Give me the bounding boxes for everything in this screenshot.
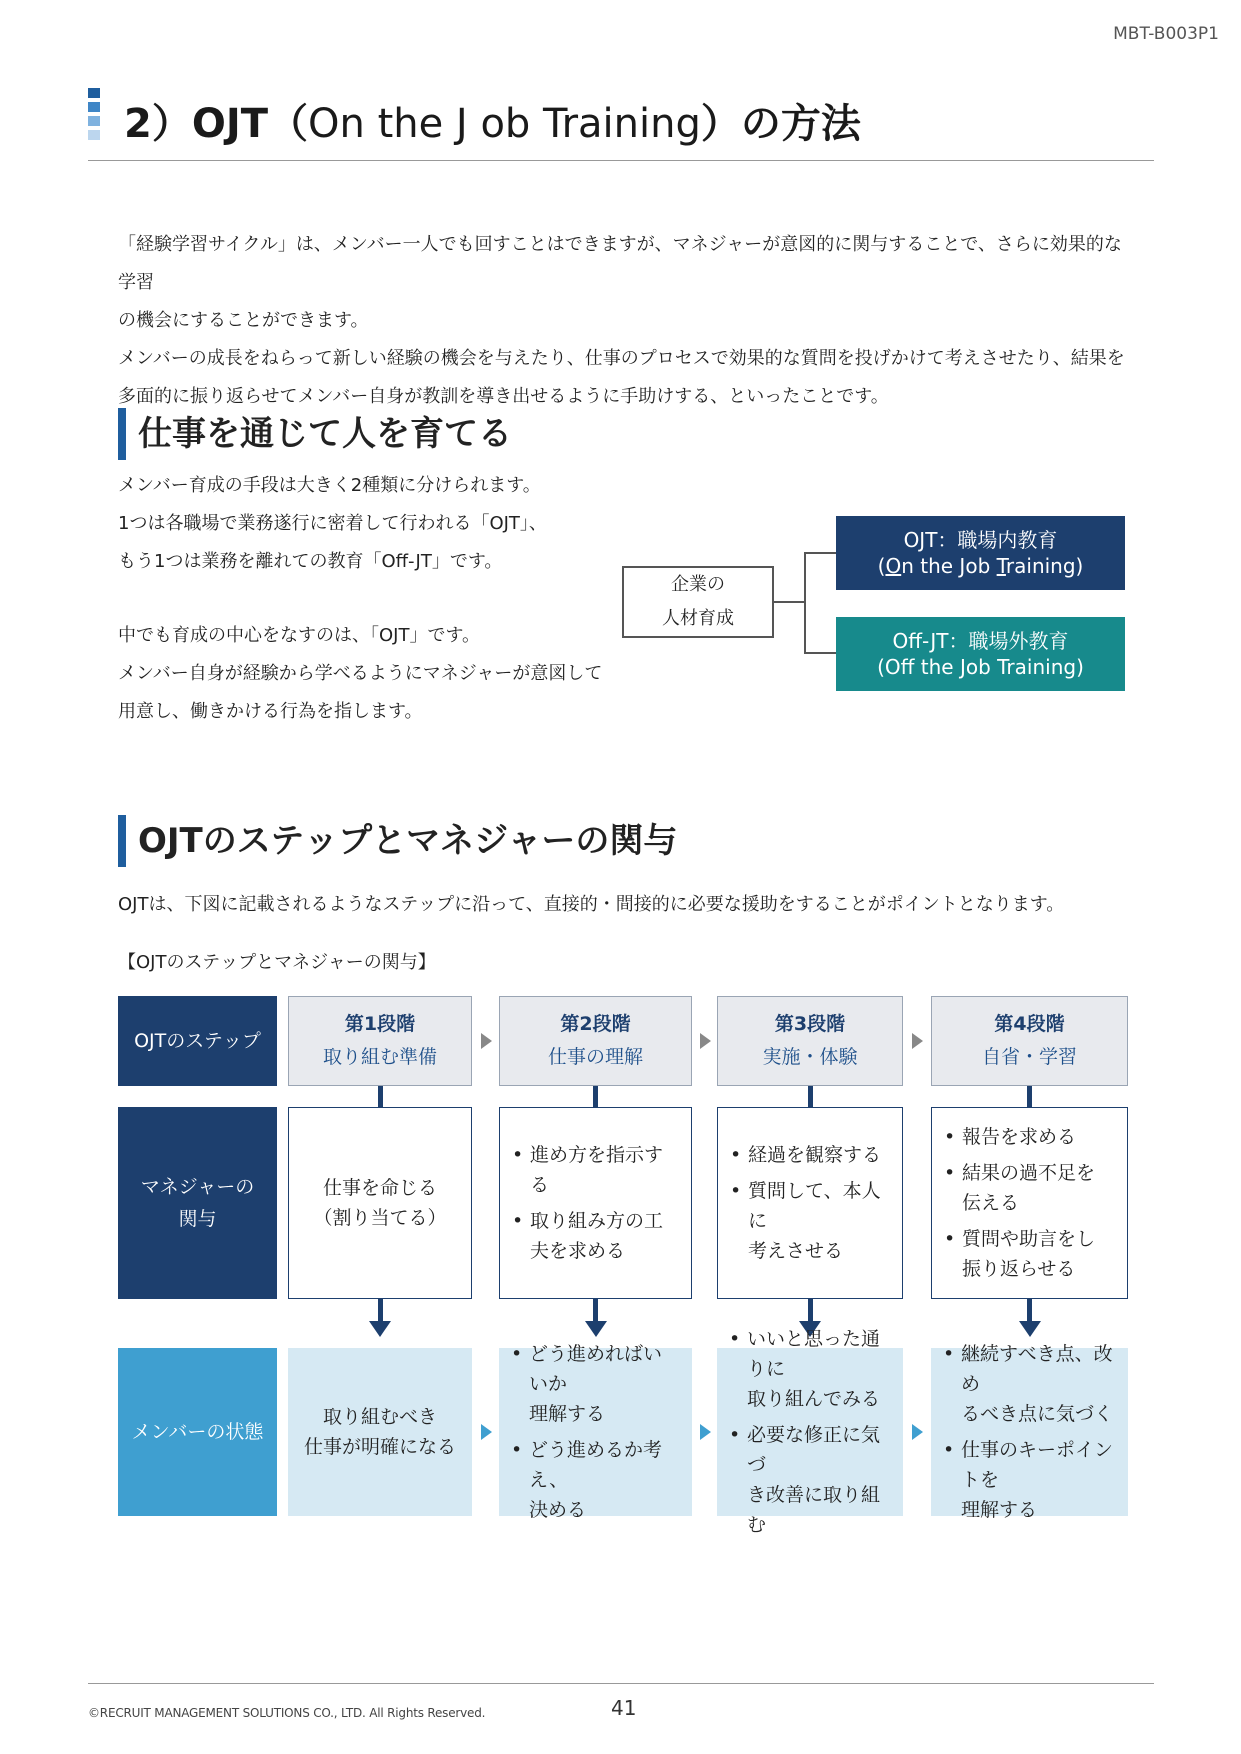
row-label-manager: マネジャーの 関与 (118, 1107, 277, 1299)
bullet-item (943, 1339, 1116, 1429)
bullet-item (512, 1140, 679, 1200)
bullet-text (962, 1122, 1076, 1152)
arrow-shaft (1027, 1299, 1032, 1321)
bullet-line: いいと思った通りに (747, 1328, 881, 1380)
manager-box-4 (931, 1107, 1128, 1299)
ojt-fullname: (On the Job Training) (877, 554, 1084, 578)
bullet-text (747, 1324, 891, 1414)
bullet-line: 取り組んでみる (747, 1388, 881, 1410)
bullet-dot: • (512, 1144, 524, 1166)
bullet-dot: • (944, 1162, 956, 1184)
step-name: 取り組む準備 (322, 1046, 437, 1068)
bullet-text (748, 1176, 890, 1266)
bullet-line: 夫を求める (530, 1240, 626, 1262)
arrow-down-icon (369, 1321, 391, 1337)
para-line: メンバー育成の手段は大きく2種類に分けられます。 (118, 475, 541, 496)
bullet-line: 取り組み方の工 (530, 1210, 664, 1232)
manager-box-2 (499, 1107, 692, 1299)
bullet-dot: • (943, 1343, 955, 1365)
title-decoration-bars (88, 88, 102, 144)
bullet-text (529, 1435, 680, 1525)
step-number: 第1段階 (344, 1013, 416, 1035)
bullet-dot: • (944, 1228, 956, 1250)
para-line: メンバー自身が経験から学べるようにマネジャーが意図して (118, 663, 603, 684)
bullet-line: どう進めればいいか (529, 1343, 663, 1395)
connector-line (804, 552, 836, 554)
section-heading-ojt-steps: OJTのステップとマネジャーの関与 (118, 815, 677, 867)
step-connector (378, 1086, 383, 1107)
bullet-line: 経過を観察する (748, 1144, 882, 1166)
bullet-item (512, 1206, 679, 1266)
offjt-label: Off-JT：職場外教育 (892, 629, 1069, 653)
plain-line: （割り当てる） (313, 1207, 447, 1229)
connector-line (774, 601, 804, 603)
bullet-text (530, 1206, 663, 1266)
bullet-item (944, 1122, 1115, 1152)
bullet-dot: • (729, 1328, 741, 1350)
para-line: 1つは各職場で業務遂行に密着して行われる「OJT」、 (118, 513, 547, 534)
intro-line: の機会にすることができます。 (118, 310, 369, 331)
step-connector (808, 1086, 813, 1107)
member-box-1 (288, 1348, 472, 1516)
member-arrow-icon (912, 1424, 923, 1440)
section-heading-develop-people: 仕事を通じて人を育てる (118, 408, 512, 460)
page-title: 2）OJT（On the J ob Training）の方法 (124, 101, 861, 147)
para-line: 中でも育成の中心をなすのは、「OJT」です。 (118, 625, 481, 646)
ojt-box (836, 516, 1125, 590)
offjt-fullname: (Off the Job Training) (877, 655, 1084, 679)
bullet-line: 質問や助言をし (962, 1228, 1096, 1250)
ojt-label: OJT：職場内教育 (903, 528, 1058, 552)
step-connector (1027, 1086, 1032, 1107)
bullet-dot: • (511, 1439, 523, 1461)
member-arrow-icon (700, 1424, 711, 1440)
bullet-text (748, 1140, 881, 1170)
bullet-text (961, 1435, 1116, 1525)
box-line: 企業の (671, 574, 725, 595)
bullet-item (730, 1140, 890, 1170)
bullet-line: 理解する (529, 1403, 606, 1425)
arrow-shaft (593, 1299, 598, 1321)
step-number: 第4段階 (994, 1013, 1065, 1035)
manager-box-3 (717, 1107, 903, 1299)
step-name: 自省・学習 (981, 1046, 1077, 1068)
bullet-item (944, 1158, 1115, 1218)
row-label-member: メンバーの状態 (118, 1348, 277, 1516)
intro-text (118, 226, 1138, 416)
bullet-line: 決める (529, 1499, 587, 1521)
bullet-text (961, 1339, 1116, 1429)
bullet-dot: • (943, 1439, 955, 1461)
step-arrow-icon (700, 1033, 711, 1049)
row-label-steps: OJTのステップ (118, 996, 277, 1086)
bullet-text (962, 1158, 1095, 1218)
bullet-line: 結果の過不足を (962, 1162, 1096, 1184)
bullet-text (529, 1339, 680, 1429)
plain-line: 取り組むべき (322, 1406, 437, 1428)
box-line: 人材育成 (662, 608, 734, 629)
bullet-text (747, 1420, 891, 1540)
bullet-item (729, 1324, 891, 1414)
bullet-line: 仕事のキーポイントを (961, 1439, 1114, 1491)
step-arrow-icon (481, 1033, 492, 1049)
member-box-2 (499, 1343, 692, 1521)
bullet-line: どう進めるか考え、 (529, 1439, 663, 1491)
bullet-dot: • (730, 1180, 742, 1202)
bullet-item (730, 1176, 890, 1266)
figure-caption: 【OJTのステップとマネジャーの関与】 (118, 952, 436, 973)
bullet-item (511, 1339, 680, 1429)
bullet-item (511, 1435, 680, 1525)
step-box-1 (288, 996, 472, 1086)
bullet-line: 考えさせる (748, 1240, 844, 1262)
section1-paragraph-2 (118, 617, 618, 731)
step-connector (593, 1086, 598, 1107)
bullet-dot: • (511, 1343, 523, 1365)
connector-line (804, 652, 836, 654)
bullet-text (530, 1140, 679, 1200)
plain-line: 仕事が明確になる (303, 1436, 456, 1458)
arrow-down-icon (1019, 1321, 1041, 1337)
para-line: もう1つは業務を離れての教育「Off-JT」です。 (118, 551, 503, 572)
connector-line (804, 552, 806, 653)
arrow-shaft (378, 1299, 383, 1321)
intro-line: 多面的に振り返らせてメンバー自身が教訓を導き出せるように手助けする、といったことです。 (118, 386, 889, 407)
bullet-item (944, 1224, 1115, 1284)
bullet-item (943, 1435, 1116, 1525)
intro-line: メンバーの成長をねらって新しい経験の機会を与えたり、仕事のプロセスで効果的な質問を投げかけて考えさせたり、結果を (118, 348, 1125, 369)
step-name: 実施・体験 (762, 1046, 858, 1068)
bullet-line: 理解する (961, 1499, 1038, 1521)
company-development-box (622, 566, 774, 638)
plain-line: 仕事を命じる (322, 1177, 437, 1199)
bullet-dot: • (944, 1126, 956, 1148)
bullet-dot: • (730, 1144, 742, 1166)
step-box-4 (931, 996, 1128, 1086)
member-box-4 (931, 1343, 1128, 1521)
section1-paragraph-1 (118, 467, 618, 581)
document-code: MBT-B003P1 (1113, 24, 1219, 44)
member-arrow-icon (481, 1424, 492, 1440)
footer-divider (88, 1683, 1154, 1684)
section2-description: OJTは、下図に記載されるようなステップに沿って、直接的・間接的に必要な援助をすることがポイントとなります。 (118, 894, 1065, 915)
bullet-line: き改善に取り組む (747, 1484, 881, 1536)
offjt-box (836, 617, 1125, 691)
arrow-shaft (808, 1299, 813, 1321)
bullet-text (962, 1224, 1095, 1284)
step-box-2 (499, 996, 692, 1086)
step-arrow-icon (912, 1033, 923, 1049)
para-line: 用意し、働きかける行為を指します。 (118, 701, 423, 722)
member-box-3 (717, 1328, 903, 1536)
bullet-line: 質問して、本人に (748, 1180, 881, 1232)
step-number: 第3段階 (774, 1013, 846, 1035)
step-box-3 (717, 996, 903, 1086)
bullet-line: 必要な修正に気づ (747, 1424, 881, 1476)
bullet-dot: • (512, 1210, 524, 1232)
bullet-line: 継続すべき点、改め (961, 1343, 1113, 1395)
bullet-line: 伝える (962, 1192, 1020, 1214)
page-number: 41 (611, 1696, 637, 1720)
bullet-line: るべき点に気づく (961, 1403, 1114, 1425)
bullet-line: 進め方を指示する (530, 1144, 664, 1196)
bullet-item (729, 1420, 891, 1540)
copyright: ©RECRUIT MANAGEMENT SOLUTIONS CO., LTD. All Rights Reserved. (88, 1706, 486, 1720)
intro-line: 「経験学習サイクル」は、メンバー一人でも回すことはできますが、マネジャーが意図的に関与することで、さらに効果的な学習 (118, 234, 1122, 293)
arrow-down-icon (585, 1321, 607, 1337)
step-name: 仕事の理解 (547, 1046, 643, 1068)
step-number: 第2段階 (560, 1013, 631, 1035)
bullet-line: 報告を求める (962, 1126, 1077, 1148)
bullet-dot: • (729, 1424, 741, 1446)
title-divider (88, 160, 1154, 161)
manager-box-1 (288, 1107, 472, 1299)
bullet-line: 振り返らせる (962, 1258, 1076, 1280)
